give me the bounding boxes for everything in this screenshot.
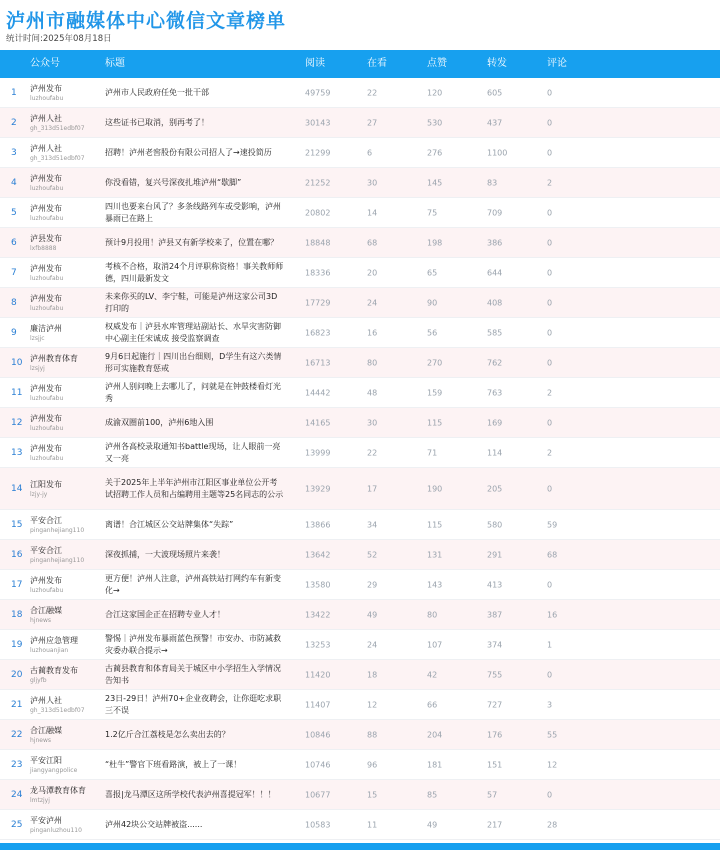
read-count: 16713 xyxy=(305,358,331,367)
read-count: 14442 xyxy=(305,388,331,397)
table-row[interactable] xyxy=(0,408,720,438)
account-cell[interactable] xyxy=(30,725,62,745)
share-count: 408 xyxy=(487,298,503,307)
look-count: 15 xyxy=(367,790,378,799)
read-count: 13642 xyxy=(305,550,331,559)
account-cell[interactable] xyxy=(30,83,63,103)
account-cell[interactable] xyxy=(30,353,78,373)
table-row[interactable] xyxy=(0,540,720,570)
comment-count: 0 xyxy=(547,418,553,427)
look-count: 12 xyxy=(367,700,378,709)
look-count: 24 xyxy=(367,298,378,307)
comment-count: 2 xyxy=(547,178,553,187)
table-row[interactable] xyxy=(0,600,720,630)
read-count: 10583 xyxy=(305,820,331,829)
read-count: 11420 xyxy=(305,670,331,679)
rank-number: 15 xyxy=(11,519,23,530)
account-id: luzhouanjian xyxy=(30,646,69,654)
share-count: 644 xyxy=(487,268,503,277)
like-count: 85 xyxy=(427,790,438,799)
rank-number: 24 xyxy=(11,789,23,800)
comment-count: 55 xyxy=(547,730,558,739)
ranking-table xyxy=(0,50,720,840)
table-row[interactable] xyxy=(0,138,720,168)
look-count: 6 xyxy=(367,148,373,157)
like-count: 530 xyxy=(427,118,443,127)
read-count: 14165 xyxy=(305,418,331,427)
read-count: 30143 xyxy=(305,118,331,127)
header-comment: 评论 xyxy=(547,58,567,69)
like-count: 42 xyxy=(427,670,438,679)
look-count: 52 xyxy=(367,550,378,559)
like-count: 143 xyxy=(427,580,443,589)
account-id: lzsjjc xyxy=(30,334,45,342)
share-count: 437 xyxy=(487,118,503,127)
table-row[interactable] xyxy=(0,810,720,840)
article-title-link[interactable]: 离谱！合江城区公交站牌集体“失踪” xyxy=(105,519,234,529)
account-name[interactable]: 合江融媒 xyxy=(30,605,62,615)
account-id: pinganluzhou110 xyxy=(30,826,82,834)
article-title-link[interactable]: “杜牛”警官下班看路演，被上了一课！ xyxy=(105,759,242,769)
rank-number: 2 xyxy=(11,117,17,128)
like-count: 276 xyxy=(427,148,443,157)
account-id: luzhoufabu xyxy=(30,424,64,432)
account-cell[interactable] xyxy=(30,413,63,433)
article-title-link[interactable]: 1.2亿斤合江荔枝是怎么卖出去的？ xyxy=(105,729,230,739)
comment-count: 59 xyxy=(547,520,558,529)
comment-count: 0 xyxy=(547,328,553,337)
share-count: 169 xyxy=(487,418,503,427)
table-row[interactable] xyxy=(0,438,720,468)
like-count: 190 xyxy=(427,484,443,493)
table-row[interactable] xyxy=(0,348,720,378)
read-count: 21252 xyxy=(305,178,331,187)
article-title-link[interactable]: 关于2025年上半年泸州市江阳区事业单位公开考试招聘工作人员和占编聘用主题等25名同志的公示 xyxy=(105,477,284,499)
comment-count: 0 xyxy=(547,358,553,367)
like-count: 198 xyxy=(427,238,443,247)
article-title-link[interactable]: 泸州各高校录取通知书battle现场，让人眼前一亮又一亮 xyxy=(105,441,281,463)
account-name[interactable]: 泸州发布 xyxy=(30,83,62,93)
article-title-link[interactable]: 深夜抓捕，一大波现场照片来袭！ xyxy=(105,549,225,559)
account-cell[interactable] xyxy=(30,233,62,253)
share-count: 413 xyxy=(487,580,503,589)
article-title-link[interactable]: 未来你买的LV、李宁鞋，可能是泸州这家公司3D打印的 xyxy=(105,291,278,313)
account-id: luzhoufabu xyxy=(30,304,64,312)
look-count: 30 xyxy=(367,178,378,187)
share-count: 386 xyxy=(487,238,503,247)
table-row[interactable] xyxy=(0,168,720,198)
share-count: 709 xyxy=(487,208,503,217)
account-cell[interactable] xyxy=(30,113,85,133)
like-count: 115 xyxy=(427,418,443,427)
share-count: 374 xyxy=(487,640,503,649)
comment-count: 16 xyxy=(547,610,558,619)
comment-count: 0 xyxy=(547,268,553,277)
look-count: 49 xyxy=(367,610,378,619)
account-cell[interactable] xyxy=(30,173,63,193)
table-row[interactable] xyxy=(0,690,720,720)
account-id: lzjy-jy xyxy=(30,490,48,498)
rank-number: 7 xyxy=(11,267,17,278)
share-count: 205 xyxy=(487,484,503,493)
like-count: 120 xyxy=(427,88,443,97)
share-count: 176 xyxy=(487,730,503,739)
account-cell[interactable] xyxy=(30,695,85,715)
comment-count: 1 xyxy=(547,640,553,649)
like-count: 181 xyxy=(427,760,443,769)
comment-count: 0 xyxy=(547,208,553,217)
account-id: pinganhejiang110 xyxy=(30,556,85,564)
article-title-link[interactable]: 成渝双圈前100，泸州6地入围 xyxy=(105,417,214,427)
look-count: 22 xyxy=(367,88,378,97)
article-title-link[interactable]: 泸州市人民政府任免一批干部 xyxy=(105,87,209,97)
article-title-link[interactable]: 23日-29日！泸州70+企业夜聘会，让你逛吃求职三不误 xyxy=(105,693,282,715)
look-count: 30 xyxy=(367,418,378,427)
read-count: 13422 xyxy=(305,610,331,619)
rank-number: 20 xyxy=(11,669,23,680)
table-row[interactable] xyxy=(0,228,720,258)
comment-count: 2 xyxy=(547,388,553,397)
account-id: luzhoufabu xyxy=(30,454,64,462)
account-cell[interactable] xyxy=(30,635,78,655)
account-name[interactable]: 古蔺教育发布 xyxy=(30,665,78,675)
read-count: 16823 xyxy=(305,328,331,337)
rank-number: 8 xyxy=(11,297,17,308)
account-cell[interactable] xyxy=(30,665,78,685)
share-count: 727 xyxy=(487,700,503,709)
comment-count: 0 xyxy=(547,790,553,799)
share-count: 387 xyxy=(487,610,503,619)
table-header xyxy=(0,50,720,78)
account-id: lzsjyj xyxy=(30,364,45,372)
share-count: 762 xyxy=(487,358,503,367)
look-count: 68 xyxy=(367,238,378,247)
rank-number: 19 xyxy=(11,639,23,650)
account-cell[interactable] xyxy=(30,545,84,565)
account-id: gljyfb xyxy=(30,676,47,684)
like-count: 204 xyxy=(427,730,443,739)
header-share: 转发 xyxy=(487,58,507,69)
account-id: lmtzjyj xyxy=(30,796,50,804)
account-name[interactable]: 泸州发布 xyxy=(30,173,62,183)
account-name[interactable]: 泸州发布 xyxy=(30,413,62,423)
account-name[interactable]: 泸州发布 xyxy=(30,263,62,273)
read-count: 11407 xyxy=(305,700,331,709)
like-count: 75 xyxy=(427,208,438,217)
rank-number: 9 xyxy=(11,327,17,338)
look-count: 16 xyxy=(367,328,378,337)
account-id: lxfb8888 xyxy=(30,244,57,252)
account-cell[interactable] xyxy=(30,815,82,835)
read-count: 10746 xyxy=(305,760,331,769)
account-name[interactable]: 泸县发布 xyxy=(30,233,62,243)
rank-number: 22 xyxy=(11,729,23,740)
rank-number: 16 xyxy=(11,549,23,560)
read-count: 49759 xyxy=(305,88,331,97)
article-title-link[interactable]: 更方便！泸州人注意，泸州高铁站打网约车有新变化→ xyxy=(105,573,281,595)
account-cell[interactable] xyxy=(30,605,62,625)
rank-number: 17 xyxy=(11,579,23,590)
account-cell[interactable] xyxy=(30,755,77,775)
table-row[interactable] xyxy=(0,258,720,288)
rank-number: 25 xyxy=(11,819,23,830)
account-cell[interactable] xyxy=(30,143,85,163)
comment-count: 2 xyxy=(547,448,553,457)
account-cell[interactable] xyxy=(30,785,86,805)
account-name[interactable]: 泸州人社 xyxy=(30,143,62,153)
like-count: 115 xyxy=(427,520,443,529)
account-id: pinganhejiang110 xyxy=(30,526,85,534)
article-title-link[interactable]: 招聘！泸州老窖股份有限公司招人了→速投简历 xyxy=(105,147,272,157)
share-count: 114 xyxy=(487,448,503,457)
like-count: 159 xyxy=(427,388,443,397)
article-title-link[interactable]: 四川也要来台风了？多条线路列车或受影响，泸州暴雨已在路上 xyxy=(105,201,281,223)
share-count: 763 xyxy=(487,388,503,397)
table-row[interactable] xyxy=(0,318,720,348)
share-count: 57 xyxy=(487,790,498,799)
rank-number: 5 xyxy=(11,207,17,218)
header-account: 公众号 xyxy=(30,58,60,69)
rank-number: 10 xyxy=(11,357,23,368)
look-count: 34 xyxy=(367,520,378,529)
rank-number: 23 xyxy=(11,759,23,770)
account-id: jiangyangpolice xyxy=(30,766,78,774)
comment-count: 3 xyxy=(547,700,553,709)
article-title-link[interactable]: 这些证书已取消，别再考了！ xyxy=(105,117,209,127)
account-name[interactable]: 平安合江 xyxy=(30,545,62,555)
account-cell[interactable] xyxy=(30,479,62,499)
rank-number: 14 xyxy=(11,483,23,494)
look-count: 20 xyxy=(367,268,378,277)
table-row[interactable] xyxy=(0,780,720,810)
look-count: 18 xyxy=(367,670,378,679)
account-name[interactable]: 泸州发布 xyxy=(30,293,62,303)
look-count: 22 xyxy=(367,448,378,457)
account-id: luzhoufabu xyxy=(30,394,64,402)
article-title-link[interactable]: 喜报|龙马潭区这所学校代表泸州喜提冠军！！！ xyxy=(105,789,276,799)
comment-count: 0 xyxy=(547,580,553,589)
table-body xyxy=(0,78,720,840)
rank-number: 12 xyxy=(11,417,23,428)
read-count: 13866 xyxy=(305,520,331,529)
read-count: 13253 xyxy=(305,640,331,649)
article-title-link[interactable]: 警惕｜泸州发布暴雨蓝色预警！市安办、市防减救灾委办联合提示→ xyxy=(105,633,281,655)
read-count: 21299 xyxy=(305,148,331,157)
comment-count: 0 xyxy=(547,88,553,97)
like-count: 71 xyxy=(427,448,438,457)
account-id: hjnews xyxy=(30,616,51,624)
look-count: 96 xyxy=(367,760,378,769)
rank-number: 6 xyxy=(11,237,17,248)
rank-number: 11 xyxy=(11,387,23,398)
like-count: 145 xyxy=(427,178,443,187)
account-id: luzhoufabu xyxy=(30,184,64,192)
table-row[interactable] xyxy=(0,660,720,690)
table-row[interactable] xyxy=(0,570,720,600)
comment-count: 0 xyxy=(547,238,553,247)
account-id: gh_313d51edbf07 xyxy=(30,706,85,714)
comment-count: 0 xyxy=(547,148,553,157)
share-count: 755 xyxy=(487,670,503,679)
read-count: 20802 xyxy=(305,208,331,217)
table-row[interactable] xyxy=(0,198,720,228)
account-id: luzhoufabu xyxy=(30,94,64,102)
comment-count: 12 xyxy=(547,760,558,769)
read-count: 18336 xyxy=(305,268,331,277)
rank-number: 1 xyxy=(11,87,17,98)
article-title-link[interactable]: 9月6日起施行｜四川出台细则，D学生有这六类情形可实施教育惩戒 xyxy=(105,351,282,373)
article-title-link[interactable]: 泸州人别问晚上去哪儿了，问就是在钟鼓楼看灯光秀 xyxy=(105,381,281,403)
share-count: 291 xyxy=(487,550,503,559)
read-count: 18848 xyxy=(305,238,331,247)
table-row[interactable] xyxy=(0,510,720,540)
read-count: 13999 xyxy=(305,448,331,457)
header-title: 标题 xyxy=(105,58,125,69)
account-id: luzhoufabu xyxy=(30,274,64,282)
like-count: 66 xyxy=(427,700,438,709)
look-count: 29 xyxy=(367,580,378,589)
look-count: 11 xyxy=(367,820,378,829)
comment-count: 28 xyxy=(547,820,558,829)
header-look: 在看 xyxy=(367,58,387,69)
read-count: 10677 xyxy=(305,790,331,799)
account-cell[interactable] xyxy=(30,515,84,535)
account-cell[interactable] xyxy=(30,383,63,403)
read-count: 13580 xyxy=(305,580,331,589)
rank-number: 3 xyxy=(11,147,17,158)
account-name[interactable]: 泸州应急管理 xyxy=(30,635,78,645)
account-cell[interactable] xyxy=(30,323,62,343)
like-count: 107 xyxy=(427,640,443,649)
like-count: 80 xyxy=(427,610,438,619)
like-count: 65 xyxy=(427,268,438,277)
account-name[interactable]: 合江融媒 xyxy=(30,725,62,735)
read-count: 17729 xyxy=(305,298,331,307)
article-title-link[interactable]: 合江这家国企正在招聘专业人才！ xyxy=(105,609,225,619)
like-count: 56 xyxy=(427,328,438,337)
look-count: 80 xyxy=(367,358,378,367)
look-count: 17 xyxy=(367,484,378,493)
share-count: 585 xyxy=(487,328,503,337)
share-count: 217 xyxy=(487,820,503,829)
comment-count: 0 xyxy=(547,670,553,679)
account-name[interactable]: 泸州发布 xyxy=(30,575,62,585)
look-count: 48 xyxy=(367,388,378,397)
account-name[interactable]: 泸州发布 xyxy=(30,383,62,393)
article-title-link[interactable]: 你没看错，复兴号深夜扎堆泸州“歇脚” xyxy=(105,177,242,187)
comment-count: 68 xyxy=(547,550,558,559)
article-title-link[interactable]: 权威发布｜泸县水库管理站副站长、水旱灾害防御中心副主任宋诚成 接受监察调查 xyxy=(105,321,281,343)
account-name[interactable]: 泸州人社 xyxy=(30,695,62,705)
account-cell[interactable] xyxy=(30,443,63,463)
account-id: luzhoufabu xyxy=(30,586,64,594)
rank-number: 18 xyxy=(11,609,23,620)
table-row[interactable] xyxy=(0,750,720,780)
share-count: 605 xyxy=(487,88,503,97)
account-name[interactable]: 泸州发布 xyxy=(30,203,62,213)
look-count: 88 xyxy=(367,730,378,739)
account-id: gh_313d51edbf07 xyxy=(30,124,85,132)
read-count: 13929 xyxy=(305,484,331,493)
header-like: 点赞 xyxy=(427,58,447,69)
header-read: 阅读 xyxy=(305,58,325,69)
read-count: 10846 xyxy=(305,730,331,739)
account-id: gh_313d51edbf07 xyxy=(30,154,85,162)
table-row[interactable] xyxy=(0,108,720,138)
account-name[interactable]: 泸州教育体育 xyxy=(30,353,78,363)
like-count: 131 xyxy=(427,550,443,559)
table-row[interactable] xyxy=(0,78,720,108)
share-count: 580 xyxy=(487,520,503,529)
article-title-link[interactable]: 古蔺县教育和体育局关于城区中小学招生入学情况告知书 xyxy=(105,663,281,685)
share-count: 83 xyxy=(487,178,498,187)
like-count: 90 xyxy=(427,298,438,307)
look-count: 24 xyxy=(367,640,378,649)
share-count: 1100 xyxy=(487,148,508,157)
page-title: 泸州市融媒体中心微信文章榜单 xyxy=(6,10,287,32)
comment-count: 0 xyxy=(547,484,553,493)
account-name[interactable]: 平安合江 xyxy=(30,515,62,525)
table-row[interactable] xyxy=(0,630,720,660)
account-name[interactable]: 泸州人社 xyxy=(30,113,62,123)
account-cell[interactable] xyxy=(30,293,63,313)
article-title-link[interactable]: 预计9月投用！泸县又有新学校来了，位置在哪？ xyxy=(105,237,279,247)
comment-count: 0 xyxy=(547,298,553,307)
account-name[interactable]: 泸州发布 xyxy=(30,443,62,453)
table-row[interactable] xyxy=(0,288,720,318)
rank-number: 4 xyxy=(11,177,17,188)
rank-number: 21 xyxy=(11,699,23,710)
table-row[interactable] xyxy=(0,378,720,408)
stats-date: 统计时间:2025年08月18日 xyxy=(6,34,112,44)
account-name[interactable]: 廉洁泸州 xyxy=(30,323,62,333)
account-cell[interactable] xyxy=(30,203,63,223)
account-id: luzhoufabu xyxy=(30,214,64,222)
like-count: 49 xyxy=(427,820,438,829)
look-count: 27 xyxy=(367,118,378,127)
account-cell[interactable] xyxy=(30,263,63,283)
comment-count: 0 xyxy=(547,118,553,127)
account-name[interactable]: 平安泸州 xyxy=(30,815,62,825)
rank-number: 13 xyxy=(11,447,23,458)
like-count: 270 xyxy=(427,358,443,367)
account-name[interactable]: 平安江阳 xyxy=(30,755,62,765)
table-row[interactable] xyxy=(0,468,720,510)
account-name[interactable]: 龙马潭教育体育 xyxy=(30,785,86,795)
account-id: hjnews xyxy=(30,736,51,744)
table-row[interactable] xyxy=(0,720,720,750)
account-cell[interactable] xyxy=(30,575,63,595)
account-name[interactable]: 江阳发布 xyxy=(30,479,62,489)
share-count: 151 xyxy=(487,760,503,769)
article-title-link[interactable]: 考核不合格，取消24个月评职称资格！事关教师师德，四川最新发文 xyxy=(105,261,284,283)
look-count: 14 xyxy=(367,208,378,217)
article-title-link[interactable]: 泸州42块公交站牌被盗...... xyxy=(105,819,203,829)
bottom-bar xyxy=(0,843,720,850)
